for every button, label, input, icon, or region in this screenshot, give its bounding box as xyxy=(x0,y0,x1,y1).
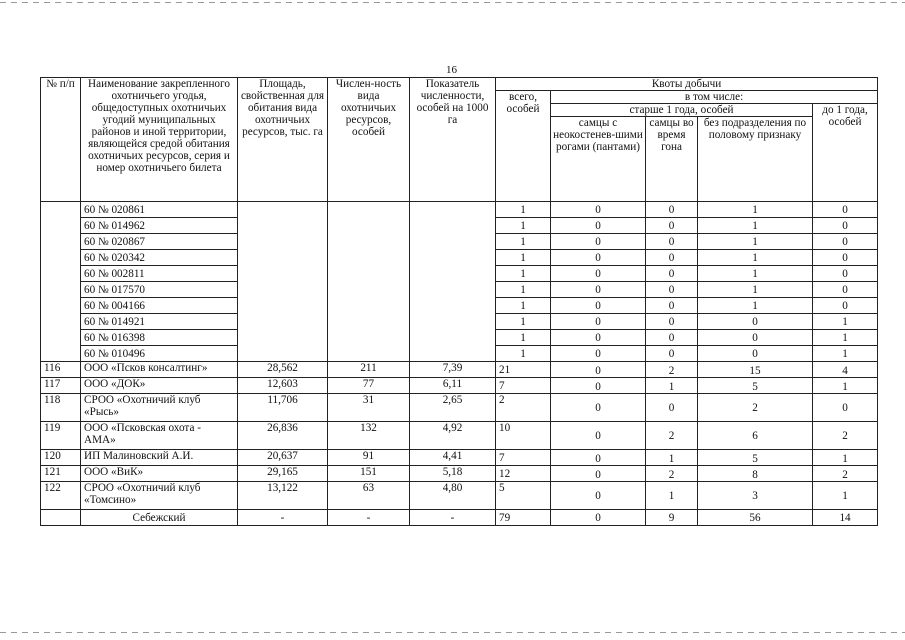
license-number: 60 № 010496 xyxy=(81,346,238,362)
license-young: 0 xyxy=(813,218,878,234)
header-population: Числен-ность вида охотничьих ресурсов, особей xyxy=(328,78,410,202)
license-no-sex: 1 xyxy=(698,234,813,250)
license-young: 1 xyxy=(813,314,878,330)
row-total: 2 xyxy=(496,394,551,422)
license-young: 0 xyxy=(813,282,878,298)
license-no-sex: 1 xyxy=(698,250,813,266)
row-population: 132 xyxy=(328,422,410,450)
license-young: 0 xyxy=(813,234,878,250)
license-number: 60 № 014921 xyxy=(81,314,238,330)
license-males-antlers: 0 xyxy=(551,282,646,298)
header-males-rut: самцы во время гона xyxy=(646,117,698,202)
header-name: Наименование закрепленного охотничьего угодья, общедоступных охотничьих угодий муниципальных районов и иной территории, являющейся средой обитания охотничьих ресурсов, серия и номер охотничьего билета xyxy=(81,78,238,202)
table-row xyxy=(41,378,878,394)
license-total: 1 xyxy=(496,266,551,282)
row-males-rut: 2 xyxy=(646,466,698,482)
license-total: 1 xyxy=(496,330,551,346)
row-young: 1 xyxy=(813,378,878,394)
table-row xyxy=(41,482,878,510)
row-no-sex: 8 xyxy=(698,466,813,482)
license-males-rut: 0 xyxy=(646,202,698,218)
license-males-antlers: 0 xyxy=(551,346,646,362)
row-males-antlers: 0 xyxy=(551,466,646,482)
header-incl: в том числе: xyxy=(551,91,878,104)
license-number: 60 № 020861 xyxy=(81,202,238,218)
table-header xyxy=(41,78,878,202)
license-total: 1 xyxy=(496,250,551,266)
license-total: 1 xyxy=(496,218,551,234)
row-area: 13,122 xyxy=(238,482,328,510)
row-population: 151 xyxy=(328,466,410,482)
license-number: 60 № 002811 xyxy=(81,266,238,282)
license-num-blank xyxy=(41,202,81,362)
row-name: ООО «Псковская охота - АМА» xyxy=(81,422,238,450)
row-num: 119 xyxy=(41,422,81,450)
license-males-rut: 0 xyxy=(646,346,698,362)
license-total: 1 xyxy=(496,282,551,298)
summary-row xyxy=(41,510,878,526)
license-no-sex: 1 xyxy=(698,266,813,282)
license-males-antlers: 0 xyxy=(551,330,646,346)
row-young: 2 xyxy=(813,422,878,450)
row-total: 21 xyxy=(496,362,551,378)
row-young: 0 xyxy=(813,394,878,422)
header-no-sex: без подразделения по половому признаку xyxy=(698,117,813,202)
license-total: 1 xyxy=(496,202,551,218)
license-males-antlers: 0 xyxy=(551,314,646,330)
row-num: 122 xyxy=(41,482,81,510)
license-number: 60 № 020867 xyxy=(81,234,238,250)
license-number: 60 № 017570 xyxy=(81,282,238,298)
license-no-sex: 1 xyxy=(698,202,813,218)
license-males-rut: 0 xyxy=(646,250,698,266)
row-males-antlers: 0 xyxy=(551,394,646,422)
row-density: 7,39 xyxy=(410,362,496,378)
summary-num xyxy=(41,510,81,526)
license-males-antlers: 0 xyxy=(551,234,646,250)
row-num: 117 xyxy=(41,378,81,394)
summary-males-rut: 9 xyxy=(646,510,698,526)
row-name: ООО «ДОК» xyxy=(81,378,238,394)
scan-artifact-bottom xyxy=(0,632,905,633)
license-density-blank xyxy=(410,202,496,362)
license-males-antlers: 0 xyxy=(551,250,646,266)
license-number: 60 № 016398 xyxy=(81,330,238,346)
summary-no-sex: 56 xyxy=(698,510,813,526)
row-name: ООО «ВиК» xyxy=(81,466,238,482)
summary-name: Себежский xyxy=(81,510,238,526)
license-no-sex: 1 xyxy=(698,218,813,234)
row-area: 29,165 xyxy=(238,466,328,482)
license-number: 60 № 004166 xyxy=(81,298,238,314)
row-males-rut: 1 xyxy=(646,450,698,466)
row-no-sex: 5 xyxy=(698,378,813,394)
row-total: 10 xyxy=(496,422,551,450)
license-young: 1 xyxy=(813,346,878,362)
row-name: ИП Малиновский А.И. xyxy=(81,450,238,466)
row-no-sex: 6 xyxy=(698,422,813,450)
page-number: 16 xyxy=(446,64,457,76)
row-males-rut: 0 xyxy=(646,394,698,422)
row-males-antlers: 0 xyxy=(551,422,646,450)
table-row xyxy=(41,362,878,378)
row-density: 4,92 xyxy=(410,422,496,450)
header-older: старше 1 года, особей xyxy=(551,104,813,117)
summary-density: - xyxy=(410,510,496,526)
license-total: 1 xyxy=(496,298,551,314)
row-young: 1 xyxy=(813,450,878,466)
row-area: 11,706 xyxy=(238,394,328,422)
row-population: 91 xyxy=(328,450,410,466)
summary-young: 14 xyxy=(813,510,878,526)
license-young: 0 xyxy=(813,202,878,218)
row-total: 5 xyxy=(496,482,551,510)
row-males-antlers: 0 xyxy=(551,362,646,378)
license-area-blank xyxy=(238,202,328,362)
license-young: 0 xyxy=(813,298,878,314)
row-males-rut: 1 xyxy=(646,378,698,394)
license-total: 1 xyxy=(496,314,551,330)
row-area: 12,603 xyxy=(238,378,328,394)
license-no-sex: 0 xyxy=(698,346,813,362)
header-total: всего, особей xyxy=(496,91,551,202)
summary-total: 79 xyxy=(496,510,551,526)
license-no-sex: 0 xyxy=(698,314,813,330)
table-row xyxy=(41,466,878,482)
row-name: ООО «Псков консалтинг» xyxy=(81,362,238,378)
row-num: 120 xyxy=(41,450,81,466)
row-area: 26,836 xyxy=(238,422,328,450)
license-number: 60 № 020342 xyxy=(81,250,238,266)
quota-table xyxy=(40,77,878,526)
summary-area: - xyxy=(238,510,328,526)
license-no-sex: 1 xyxy=(698,282,813,298)
row-num: 121 xyxy=(41,466,81,482)
table-row xyxy=(41,450,878,466)
license-males-antlers: 0 xyxy=(551,218,646,234)
row-area: 28,562 xyxy=(238,362,328,378)
table-row xyxy=(41,422,878,450)
row-num: 116 xyxy=(41,362,81,378)
row-total: 12 xyxy=(496,466,551,482)
row-males-antlers: 0 xyxy=(551,450,646,466)
license-males-rut: 0 xyxy=(646,218,698,234)
license-males-rut: 0 xyxy=(646,298,698,314)
row-name: СРОО «Охотничий клуб «Рысь» xyxy=(81,394,238,422)
header-young: до 1 года, особей xyxy=(813,104,878,202)
license-males-rut: 0 xyxy=(646,266,698,282)
row-males-rut: 1 xyxy=(646,482,698,510)
row-males-rut: 2 xyxy=(646,362,698,378)
header-quota: Квоты добычи xyxy=(496,78,878,91)
row-density: 2,65 xyxy=(410,394,496,422)
license-total: 1 xyxy=(496,346,551,362)
license-males-rut: 0 xyxy=(646,314,698,330)
header-num: № п/п xyxy=(41,78,81,202)
table-row xyxy=(41,394,878,422)
license-males-antlers: 0 xyxy=(551,202,646,218)
row-no-sex: 5 xyxy=(698,450,813,466)
row-young: 2 xyxy=(813,466,878,482)
row-num: 118 xyxy=(41,394,81,422)
row-total: 7 xyxy=(496,450,551,466)
row-population: 77 xyxy=(328,378,410,394)
row-no-sex: 15 xyxy=(698,362,813,378)
row-males-antlers: 0 xyxy=(551,482,646,510)
license-males-antlers: 0 xyxy=(551,266,646,282)
license-no-sex: 1 xyxy=(698,298,813,314)
header-density: Показатель численности, особей на 1000 га xyxy=(410,78,496,202)
row-name: СРОО «Охотничий клуб «Томсино» xyxy=(81,482,238,510)
row-no-sex: 3 xyxy=(698,482,813,510)
license-young: 0 xyxy=(813,266,878,282)
row-density: 5,18 xyxy=(410,466,496,482)
scan-artifact-top xyxy=(0,2,905,3)
row-area: 20,637 xyxy=(238,450,328,466)
row-total: 7 xyxy=(496,378,551,394)
license-males-rut: 0 xyxy=(646,282,698,298)
row-young: 4 xyxy=(813,362,878,378)
summary-males-antlers: 0 xyxy=(551,510,646,526)
license-number: 60 № 014962 xyxy=(81,218,238,234)
header-males-antlers: самцы с неокостенев-шими рогами (пантами) xyxy=(551,117,646,202)
license-males-antlers: 0 xyxy=(551,298,646,314)
row-density: 6,11 xyxy=(410,378,496,394)
row-males-antlers: 0 xyxy=(551,378,646,394)
license-total: 1 xyxy=(496,234,551,250)
table-body xyxy=(41,202,878,526)
row-population: 63 xyxy=(328,482,410,510)
license-row xyxy=(41,202,878,218)
row-young: 1 xyxy=(813,482,878,510)
row-density: 4,80 xyxy=(410,482,496,510)
row-no-sex: 2 xyxy=(698,394,813,422)
license-males-rut: 0 xyxy=(646,234,698,250)
row-population: 31 xyxy=(328,394,410,422)
header-area: Площадь, свойственная для обитания вида охотничьих ресурсов, тыс. га xyxy=(238,78,328,202)
license-no-sex: 0 xyxy=(698,330,813,346)
license-young: 1 xyxy=(813,330,878,346)
row-males-rut: 2 xyxy=(646,422,698,450)
row-population: 211 xyxy=(328,362,410,378)
license-young: 0 xyxy=(813,250,878,266)
license-population-blank xyxy=(328,202,410,362)
row-density: 4,41 xyxy=(410,450,496,466)
summary-population: - xyxy=(328,510,410,526)
license-males-rut: 0 xyxy=(646,330,698,346)
